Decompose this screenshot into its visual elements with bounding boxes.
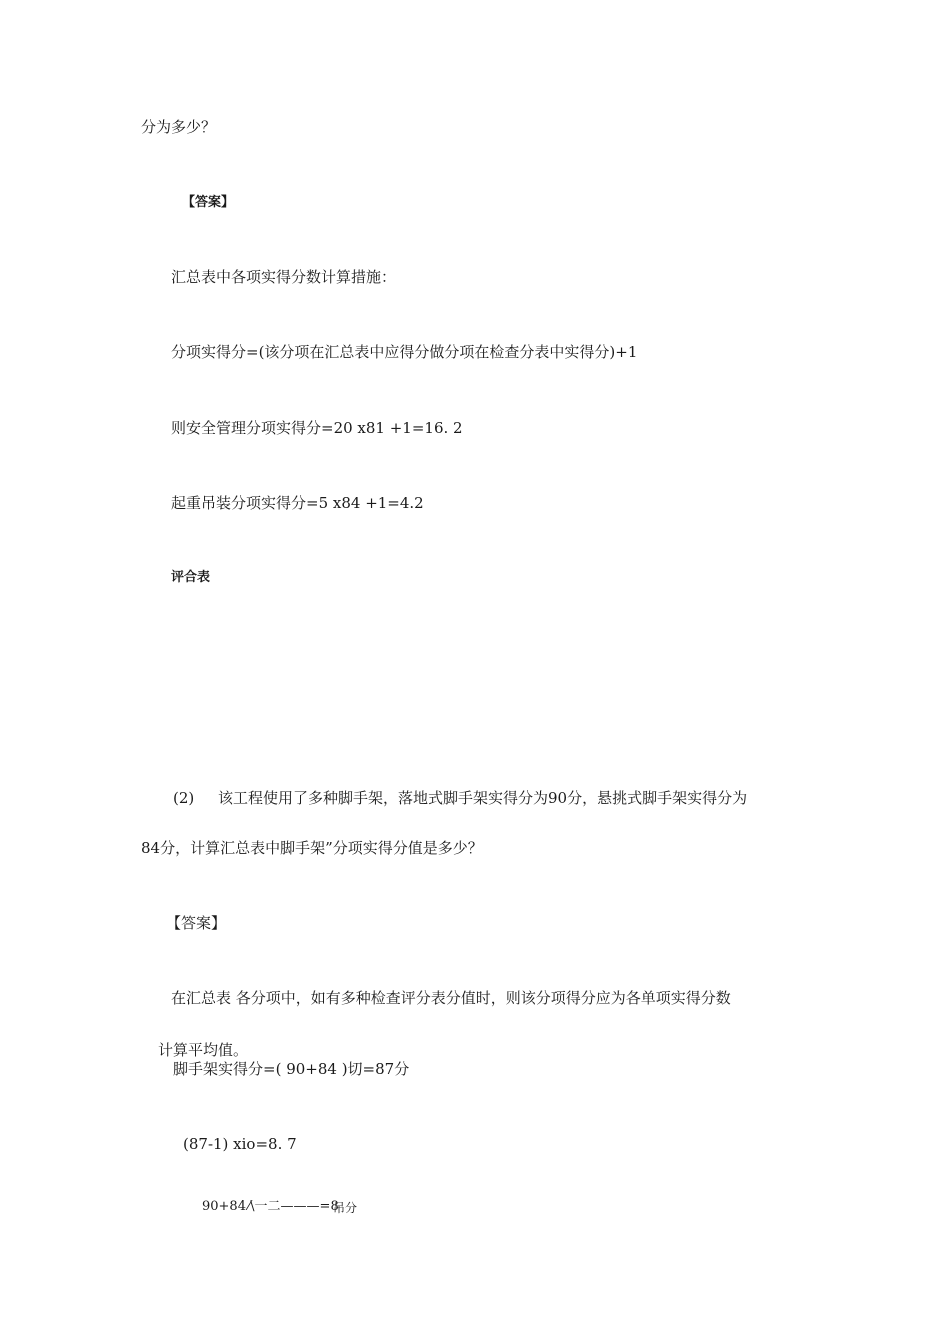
formula-line: 分项实得分=(该分项在汇总表中应得分做分项在检查分表中实得分)+1 [171,343,638,361]
garbled-formula-tail: 吊分 [333,1201,358,1215]
scaffold-subtotal: (87-1) xio=8. 7 [183,1135,297,1153]
scaffold-score: 脚手架实得分=( 90+84 )切=87分 [173,1060,410,1078]
lifting-score: 起重吊装分项实得分=5 x84 +1=4.2 [171,494,424,512]
safety-management-score: 则安全管理分项实得分=20 x81 +1=16. 2 [171,419,463,437]
answer-heading-1: 【答案】 [182,195,235,210]
answer-heading-2: 【答案】 [166,914,227,932]
question-2-line-2: 84分，计算汇总表中脚手架”分项实得分值是多少？ [141,839,483,857]
method-intro: 汇总表中各项实得分数计算措施： [171,268,397,286]
garbled-formula-numerator: 90+84 [202,1199,246,1214]
garbled-formula-middle: ⁄\一二———=8 [248,1199,339,1214]
average-rule-line-2: 计算平均值。 [158,1041,249,1059]
table-label: 评合表 [171,570,211,585]
question-2-line-1: 该工程使用了多种脚手架，落地式脚手架实得分为90分，悬挑式脚手架实得分为 [218,789,748,807]
question-2-number: (2) [173,789,195,807]
question-tail: 分为多少？ [141,118,217,136]
average-rule-line-1: 在汇总表 各分项中，如有多种检查评分表分值时，则该分项得分应为各单项实得分数 [171,989,731,1007]
